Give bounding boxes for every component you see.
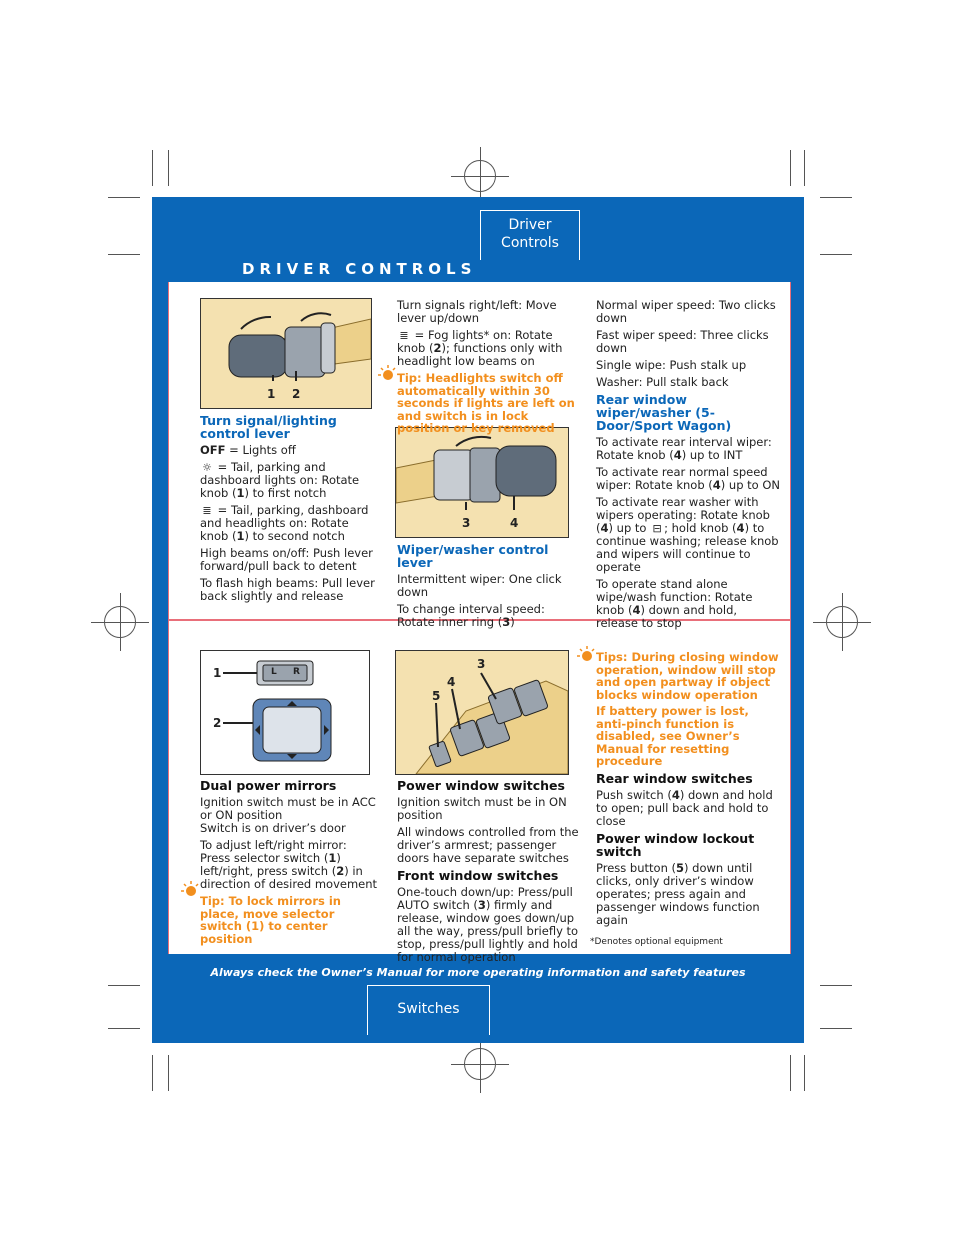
single-wipe-text: Single wipe: Push stalk up [596,358,747,372]
header-tab [480,210,580,260]
parking-light-icon: ☼ [202,461,212,474]
stand-alone-end: ) down and hold, release to stop [596,603,738,630]
crop-mark [108,254,140,255]
mirrors-ignition-text: Ignition switch must be in ACC or ON position [200,795,376,822]
knob-number: 1 [236,529,245,543]
rear-washer-mid: ) up to [608,521,647,535]
frame-line [790,282,791,954]
crop-mark [108,1028,140,1029]
fog-end: ); functions only with headlight low beams on [397,341,563,368]
rear-normal-text: To activate rear normal speed wiper: Rotate knob ( [596,465,768,492]
crop-mark [790,150,791,186]
rear-washer-end: ) to continue washing; release knob and wipers will continue to operate [596,521,779,574]
windows-heading: Power window switches [397,778,565,793]
turn-signal-lever-icon [201,299,371,408]
crop-mark [108,985,140,986]
rear-windows-end: ) down and hold to open; pull back and hold to close [596,787,773,828]
window-tip: Tips: During closing window operation, window will stop and open partway if object blocks window operation [596,650,779,702]
turn-signal-text-continued [397,299,579,439]
interval-text: To change interval speed: Rotate inner ring ( [397,602,545,629]
mirrors-adjust-mid: ) left/right, press switch ( [200,851,341,878]
mirrors-location-text: Switch is on driver’s door [200,821,346,835]
callout-number: 1 [213,666,222,680]
mirrors-heading: Dual power mirrors [200,778,337,793]
windows-text-continued [596,651,782,931]
turn-signal-illustration [200,298,372,409]
off-text: = Lights off [229,443,296,457]
wiper-heading: Wiper/washer control lever [397,542,549,570]
switch-number: 1 [328,851,337,865]
crop-mark [820,254,852,255]
crop-mark [790,1055,791,1091]
knob-number: 4 [712,478,721,492]
tip-bulb-icon [577,646,595,664]
rear-wiper-heading: Rear window wiper/washer (5-Door/Sport Wagon) [596,392,732,433]
turn-signal-text [200,414,378,607]
callout-number: 4 [447,675,456,689]
fast-speed-text: Fast wiper speed: Three clicks down [596,328,769,355]
knob-number: 1 [236,486,245,500]
wiper-lever-icon [396,428,568,537]
interval-end: ) [510,615,515,629]
off-label: OFF [200,443,226,457]
crop-mark [804,150,805,186]
callout-number: 5 [432,689,441,703]
section-title: DRIVER CONTROLS [242,260,477,278]
front-windows-heading: Front window switches [397,868,559,883]
washer-text: Washer: Pull stalk back [596,375,729,389]
callout-number: 2 [292,387,301,401]
callout-number: 1 [267,387,276,401]
head-end: ) to second notch [244,529,345,543]
tail-end: ) to first notch [244,486,327,500]
rear-interval-text: To activate rear interval wiper: Rotate knob ( [596,435,772,462]
rear-windows-text: Push switch ( [596,787,672,802]
lockout-text: Press button ( [596,860,676,875]
front-windows-end: ) firmly and release, window goes down/up all the way, press/pull briefly to stop, press/pull lightly and hold for normal operation [397,898,579,964]
stand-alone-text: To operate stand alone wipe/wash function: Rotate knob ( [596,577,753,617]
crop-mark [820,1028,852,1029]
fog-text: = Fog lights* on: Rotate knob ( [397,328,553,355]
normal-speed-text: Normal wiper speed: Two clicks down [596,298,776,325]
callout-number: 3 [462,516,471,530]
switch-number: 4 [671,787,680,802]
rear-interval-end: ) up to INT [681,448,743,462]
optional-equipment-note: *Denotes optional equipment [590,937,723,947]
lockout-end: ) down until clicks, only driver’s window operates; press again and passenger windows function again [596,860,760,927]
switch-number: 2 [336,864,345,878]
registration-mark [464,1048,496,1080]
tip-bulb-icon [181,881,199,899]
rear-washer-hold: ; hold knob ( [664,521,737,535]
wiper-text [397,543,583,633]
lockout-heading: Power window lockout switch [596,830,755,859]
wiper-text-continued [596,299,782,634]
registration-mark [104,606,136,638]
mirrors-adjust-end: ) in direction of desired movement [200,864,378,891]
mirror-illustration [200,650,370,775]
registration-mark [826,606,858,638]
flash-text: To flash high beams: Pull lever back slightly and release [200,576,375,603]
frame-line [168,282,169,954]
ring-number: 3 [502,615,511,629]
mirrors-adjust-text: To adjust left/right mirror: Press selector switch ( [200,838,347,865]
switch-number: 3 [477,898,486,912]
mirror-right-label: R [293,667,300,677]
button-number: 5 [676,860,685,875]
windows-all-text: All windows controlled from the driver’s armrest; passenger doors have separate switches [397,825,579,865]
footer-tab: Switches [367,985,490,1035]
front-windows-text: One-touch down/up: Press/pull AUTO switch ( [397,885,573,912]
knob-number: 4 [600,521,609,535]
crop-mark [168,150,169,186]
turn-signals-text: Turn signals right/left: Move lever up/down [397,298,557,325]
fog-light-icon: ≣ [399,329,409,342]
callout-number: 2 [213,716,222,730]
rear-normal-end: ) up to ON [720,478,781,492]
knob-number: 2 [433,341,442,355]
window-illustration [395,650,569,775]
knob-number: 4 [736,521,745,535]
headlight-tip: Tip: Headlights switch off automatically within 30 seconds if lights are left on and switch is in lock position or key removed [397,371,575,435]
mirror-left-label: L [271,667,277,677]
wiper-illustration [395,427,569,538]
crop-mark [152,150,153,186]
knob-number: 4 [632,603,641,617]
intermittent-text: Intermittent wiper: One click down [397,572,562,599]
crop-mark [820,197,852,198]
crop-mark [820,985,852,986]
turn-signal-heading: Turn signal/lighting control lever [200,413,337,441]
tab-line: Driver [508,217,552,233]
mirror-switch-icon [201,651,369,774]
crop-mark [108,197,140,198]
crop-mark [168,1055,169,1091]
knob-number: 4 [673,448,682,462]
mirrors-tip: Tip: To lock mirrors in place, move selector switch (1) to center position [200,894,341,946]
headlight-icon: ≣ [202,504,212,517]
tip-bulb-icon [378,365,396,383]
callout-number: 3 [477,657,486,671]
windows-ignition-text: Ignition switch must be in ON position [397,795,567,822]
crop-mark [152,1055,153,1091]
registration-mark [464,160,496,192]
head-text: = Tail, parking, dashboard and headlights on: Rotate knob ( [200,503,369,543]
high-beams-text: High beams on/off: Push lever forward/pull back to detent [200,546,373,573]
tail-text: = Tail, parking and dashboard lights on: Rotate knob ( [200,460,360,500]
crop-mark [804,1055,805,1091]
rear-windows-heading: Rear window switches [596,770,753,786]
windows-text [397,779,579,968]
mirrors-text [200,779,380,949]
callout-number: 4 [510,516,519,530]
rear-washer-icon: ⊟ [652,522,662,535]
rear-washer-text: To activate rear washer with wipers operating: Rotate knob ( [596,495,770,535]
footer-note: Always check the Owner’s Manual for more operating information and safety features [210,966,746,979]
tab-line: Controls [501,235,559,251]
battery-tip: If battery power is lost, anti-pinch function is disabled, see Owner’s Manual for resetting procedure [596,704,749,768]
